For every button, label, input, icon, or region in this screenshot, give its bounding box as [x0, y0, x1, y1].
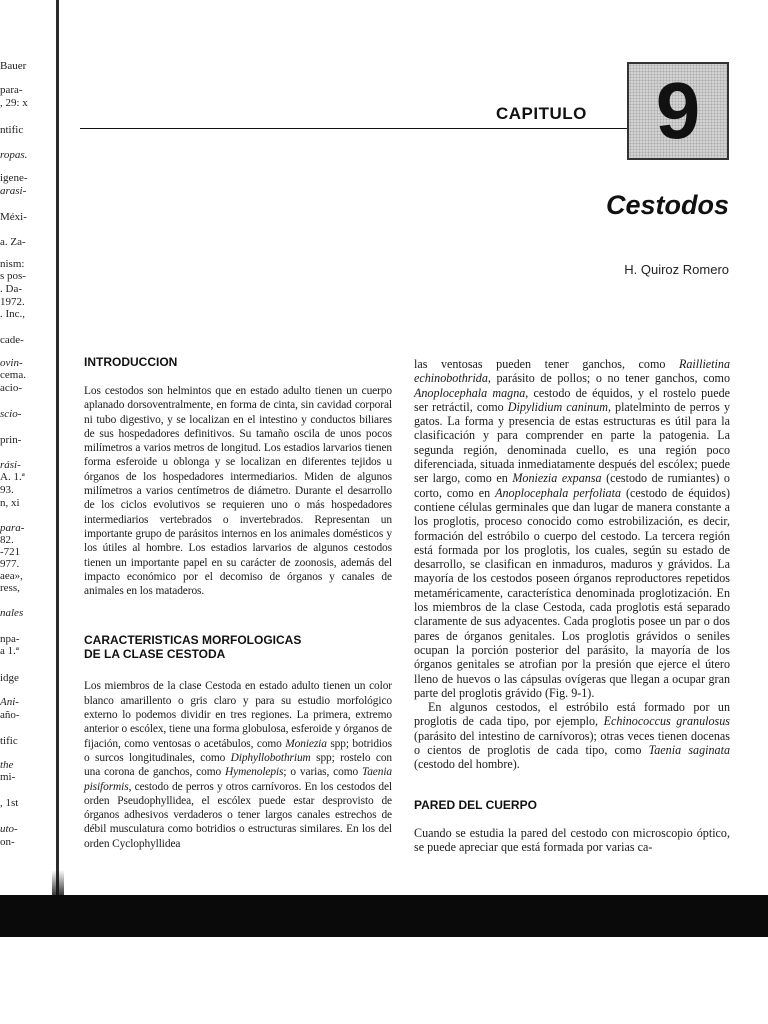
gutter-fragment: Méxi-: [0, 211, 27, 223]
gutter-fragment: ropas.: [0, 149, 28, 161]
chapter-author: H. Quiroz Romero: [624, 262, 729, 277]
chapter-title: Cestodos: [605, 190, 729, 220]
heading-line-1: CARACTERISTICAS MORFOLOGICAS: [84, 633, 302, 648]
species-name: Dipylidium caninum: [507, 399, 608, 414]
gutter-fragment: n, xi: [0, 497, 20, 509]
paragraph-introduccion: Los cestodos son helmintos que en estado adulto tienen un cuerpo aplanado dorsoventralmente, en forma de cinta, sin cavidad corporal ni tubo digestivo, y se localizan en el intestino y conductos biliares de sus hospedadores definitivos. Su tamaño oscila de unos pocos milímetros a varios metros de longitud. Los estadios larvarios tienen forma esferoide u oblonga y se localizan en diferentes tejidos u órganos de los hospedadores intermediarios. Miden de algunos milímetros a varios centímetros de diámetro. Durante el desarrollo de los ciclos evolutivos se requieren uno o más hospedadores intermediarios vertebrados o invertebrados. Representan un importante grupo de parásitos internos en los animales domésticos y los útiles al hombre. Los estadios larvarios de algunos cestodos tienen un importante papel en su carácter de zoonosis, además del impacto económico por el decomiso de órganos y canales de animales en los mataderos.: [84, 385, 392, 598]
paragraph-caracteristicas: [84, 679, 392, 851]
gutter-fragment: 93.: [0, 484, 14, 496]
text-run: ; o varias, como: [283, 766, 362, 779]
text-run: , cestodo de perros y otros carnívoros. En los cestodos del orden Pseudophyllidea, el escólex puede estar desprovisto de órganos adhesivos verdaderos o tener largos canales estrechos de débil musculatura como botridios o estructuras similares. En los del orden Cyclophyllidea: [84, 780, 392, 850]
bottom-scan-band: [0, 895, 768, 937]
species-name: Moniezia expansa: [512, 471, 602, 486]
text-run: spp; rostelo con una corona de ganchos, como: [84, 751, 393, 779]
gutter-fragment: Bauer: [0, 60, 27, 72]
gutter-fragment: Ani-: [0, 696, 19, 708]
species-name: Anoplocephala magna: [414, 385, 526, 400]
gutter-fragment: scio-: [0, 408, 22, 420]
gutter-fragment: . Inc.,: [0, 308, 26, 320]
paragraph-estrobilo: [414, 700, 730, 771]
species-name: Moniezia: [285, 737, 327, 750]
gutter-fragment: ress,: [0, 582, 20, 594]
gutter-fragment: igene-: [0, 172, 28, 184]
species-name: Raillietina echinobothrida: [414, 357, 730, 386]
chapter-label: CAPITULO: [496, 104, 587, 123]
gutter-fragment: tific: [0, 735, 18, 747]
paragraph-pared-del-cuerpo: Cuando se estudia la pared del cestodo con microscopio óptico, se puede apreciar que está formada por varias ca-: [414, 825, 730, 854]
gutter-fragment: idge: [0, 672, 19, 684]
gutter-fragment: a. Za-: [0, 236, 26, 248]
gutter-fragment: ntific: [0, 124, 24, 136]
right-column: [414, 357, 730, 854]
section-heading-caracteristicas: [84, 633, 392, 661]
text-run: (cestodo del hombre).: [414, 757, 520, 772]
gutter-fragment: arasi-: [0, 185, 27, 197]
left-column: [84, 355, 392, 851]
gutter-fragment: npa-: [0, 633, 20, 645]
gutter-fragment: rási-: [0, 459, 21, 471]
text-run: , parásito de pollos; o no tener ganchos, como: [487, 371, 730, 386]
gutter-fragment: s pos-: [0, 270, 26, 282]
gutter-fragment: cade-: [0, 334, 24, 346]
gutter-fragment: 82.: [0, 534, 14, 546]
species-name: Anoplocephala perfoliata: [495, 485, 622, 500]
text-run: (cestodo de équidos) contiene células germinales que dan lugar de manera constante a los proglotis, proceso conocido como estrobilización, es decir, formación del estróbilo o cuerpo del cestodo. La tercera región está formada por los proglotis, los cuales, según su estado de desarrollo, se clasifican en inmaduros, maduros y grávidos. La mayoría de los cestodos poseen órganos reproductores repetidos metaméricamente, característica denominada proglotización. En los miembros de la clase Cestoda, cada proglotis está separado claramente de sus adyacentes. Cada proglotis posee un par o dos pares de órganos genitales. Los proglotis grávidos o seniles ocupan la porción posterior del parásito, la mayoría de los órganos genitales se atrofian por la presión que ejerce el útero lleno de huevos o las cápsulas ovígeras que llegan a ocupar gran parte del proglotis grávido (Fig. 9-1).: [414, 485, 730, 700]
gutter-fragment: A. 1.ª: [0, 471, 25, 483]
gutter-fragment: cema.: [0, 369, 26, 381]
gutter-fragment: año-: [0, 709, 20, 721]
gutter-fragment: 1972.: [0, 296, 25, 308]
chapter-number: 9: [655, 66, 701, 155]
section-heading-pared-del-cuerpo: PARED DEL CUERPO: [414, 797, 537, 812]
species-name: Hymenolepis: [225, 766, 284, 779]
gutter-fragment: aea»,: [0, 570, 23, 582]
species-name: Diphyllobothrium: [230, 751, 311, 764]
paragraph-regiones: [414, 357, 730, 700]
text-run: , cestodo de équidos, y el rostelo puede ser retráctil, como: [414, 385, 730, 414]
previous-page-gutter: [0, 0, 56, 900]
header-rule: [80, 128, 628, 129]
gutter-fragment: . Da-: [0, 283, 22, 295]
gutter-fragment: para-: [0, 84, 23, 96]
binding-line: [56, 0, 59, 905]
gutter-fragment: , 29: x: [0, 97, 28, 109]
gutter-fragment: , 1st: [0, 797, 19, 809]
text-run: (cestodo de rumiantes) o corto, como en: [414, 471, 730, 500]
gutter-fragment: ovin-: [0, 357, 23, 369]
gutter-fragment: nales: [0, 607, 24, 619]
gutter-fragment: nism:: [0, 258, 25, 270]
text-run: spp; botridios o surcos longitudinales, como: [84, 737, 392, 764]
gutter-fragment: -721: [0, 546, 21, 558]
text-run: , platelminto de perros y gatos. La forma y presencia de estas estructuras es útil para la clasificación y para comprender en parte la patogenia. La segunda región, denominada cuello, es una región poco diferenciada, situada inmediatamente después del escólex; puede ser largo, como en: [414, 399, 730, 486]
text-run: En algunos cestodos, el estróbilo está formado por un proglotis de cada tipo, por ejemplo,: [414, 700, 730, 729]
species-name: Taenia saginata: [648, 743, 730, 758]
gutter-fragment: a 1.ª: [0, 645, 19, 657]
text-run: las ventosas pueden tener ganchos, como: [414, 357, 679, 371]
chapter-number-box: [627, 62, 729, 160]
species-name: Taenia pisiformis: [84, 766, 392, 793]
gutter-fragment: mi-: [0, 771, 16, 783]
gutter-fragment: 977.: [0, 558, 20, 570]
species-name: Echinococcus granulosus: [603, 714, 730, 729]
text-run: (parásito del intestino de carnívoros); otras veces tienen docenas o cientos de proglotis de cada tipo, como: [414, 728, 730, 758]
gutter-fragment: uto-: [0, 823, 18, 835]
text-run: Los miembros de la clase Cestoda en estado adulto tienen un color blanco amarillento o gris claro y para su estudio morfológico externo lo podemos dividir en tres regiones. La primera, extremo anterior o escólex, tiene una forma globulosa, esferoide y órganos de fijación, como ventosas o acetábulos, como: [84, 680, 392, 750]
gutter-fragment: the: [0, 759, 14, 771]
gutter-fragment: para-: [0, 522, 25, 534]
gutter-fragment: on-: [0, 836, 15, 848]
section-heading-introduccion: INTRODUCCION: [84, 355, 178, 369]
gutter-fragment: prin-: [0, 434, 22, 446]
heading-line-2: DE LA CLASE CESTODA: [84, 647, 226, 662]
gutter-fragment: acio-: [0, 382, 22, 394]
